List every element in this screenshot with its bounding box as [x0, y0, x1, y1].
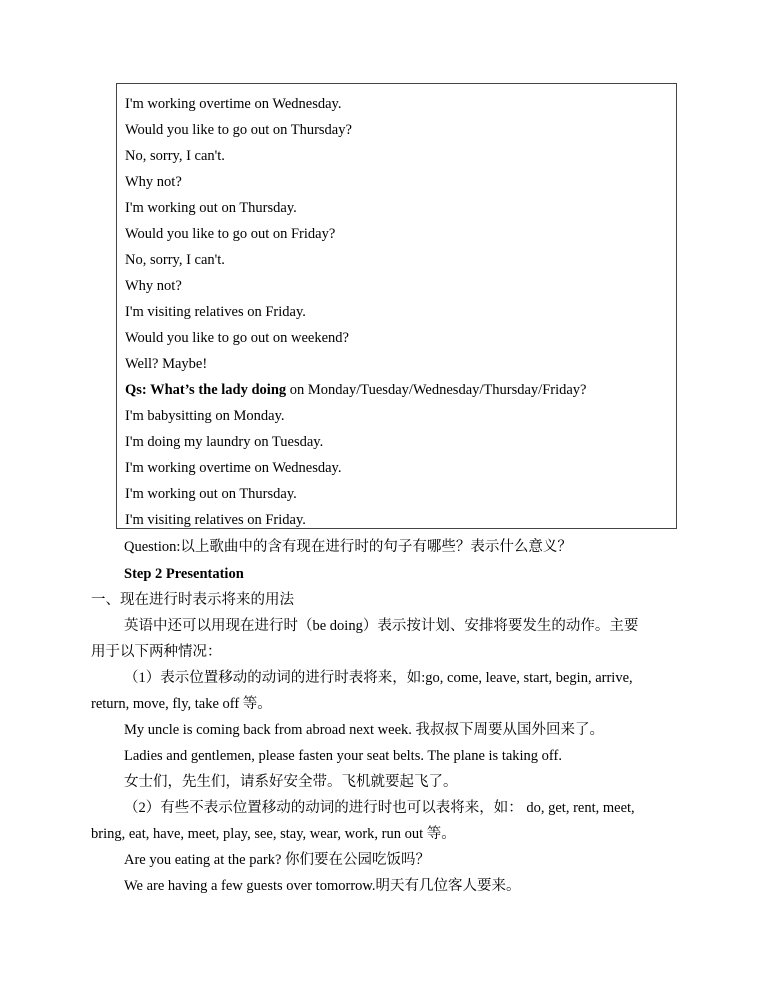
- answer-line: I'm working out on Thursday.: [125, 486, 297, 502]
- qs-line: [125, 381, 587, 399]
- lyric-line: Would you like to go out on weekend?: [125, 330, 349, 346]
- lyric-line: Would you like to go out on Thursday?: [125, 122, 352, 138]
- lyric-line: No, sorry, I can't.: [125, 252, 225, 268]
- question-text: Question:以上歌曲中的含有现在进行时的句子有哪些？表示什么意义？: [124, 539, 572, 555]
- lyric-line: I'm working overtime on Wednesday.: [125, 96, 342, 112]
- answer-line: I'm visiting relatives on Friday.: [125, 512, 306, 528]
- lyric-line: Why not?: [125, 278, 182, 294]
- intro-line-2: 用于以下两种情况：: [91, 644, 222, 660]
- example-3: Are you eating at the park? 你们要在公园吃饭吗？: [124, 852, 431, 868]
- lyrics-box: [116, 83, 677, 529]
- answer-line: I'm doing my laundry on Tuesday.: [125, 434, 324, 450]
- lyric-line: I'm working out on Thursday.: [125, 200, 297, 216]
- qs-bold: Qs: What’s the lady doing: [125, 382, 287, 398]
- lyric-line: No, sorry, I can't.: [125, 148, 225, 164]
- case1-line-1: （1）表示位置移动的动词的进行时表将来，如:go, come, leave, start, begin, arrive,: [124, 670, 633, 686]
- lyric-line: Would you like to go out on Friday?: [125, 226, 336, 242]
- example-2-en: Ladies and gentlemen, please fasten your seat belts. The plane is taking off.: [124, 748, 562, 764]
- step-title: Step 2 Presentation: [124, 566, 244, 582]
- qs-rest: on Monday/Tuesday/Wednesday/Thursday/Friday?: [286, 382, 587, 398]
- lyric-line: Why not?: [125, 174, 182, 190]
- intro-line-1: 英语中还可以用现在进行时（be doing）表示按计划、安排将要发生的动作。主要: [124, 618, 639, 634]
- answer-line: I'm working overtime on Wednesday.: [125, 460, 342, 476]
- case2-line-1: （2）有些不表示位置移动的动词的进行时也可以表将来，如： do, get, rent, meet,: [124, 800, 635, 816]
- example-4: We are having a few guests over tomorrow.明天有几位客人要来。: [124, 878, 521, 894]
- example-2-cn: 女士们，先生们，请系好安全带。飞机就要起飞了。: [124, 774, 458, 790]
- case1-line-2: return, move, fly, take off 等。: [91, 696, 272, 712]
- example-1: My uncle is coming back from abroad next week. 我叔叔下周要从国外回来了。: [124, 722, 605, 738]
- lyric-line: I'm visiting relatives on Friday.: [125, 304, 306, 320]
- section-heading: 一、现在进行时表示将来的用法: [91, 592, 294, 608]
- case2-line-2: bring, eat, have, meet, play, see, stay, wear, work, run out 等。: [91, 826, 456, 842]
- answer-line: I'm babysitting on Monday.: [125, 408, 285, 424]
- lyric-line: Well? Maybe!: [125, 356, 208, 372]
